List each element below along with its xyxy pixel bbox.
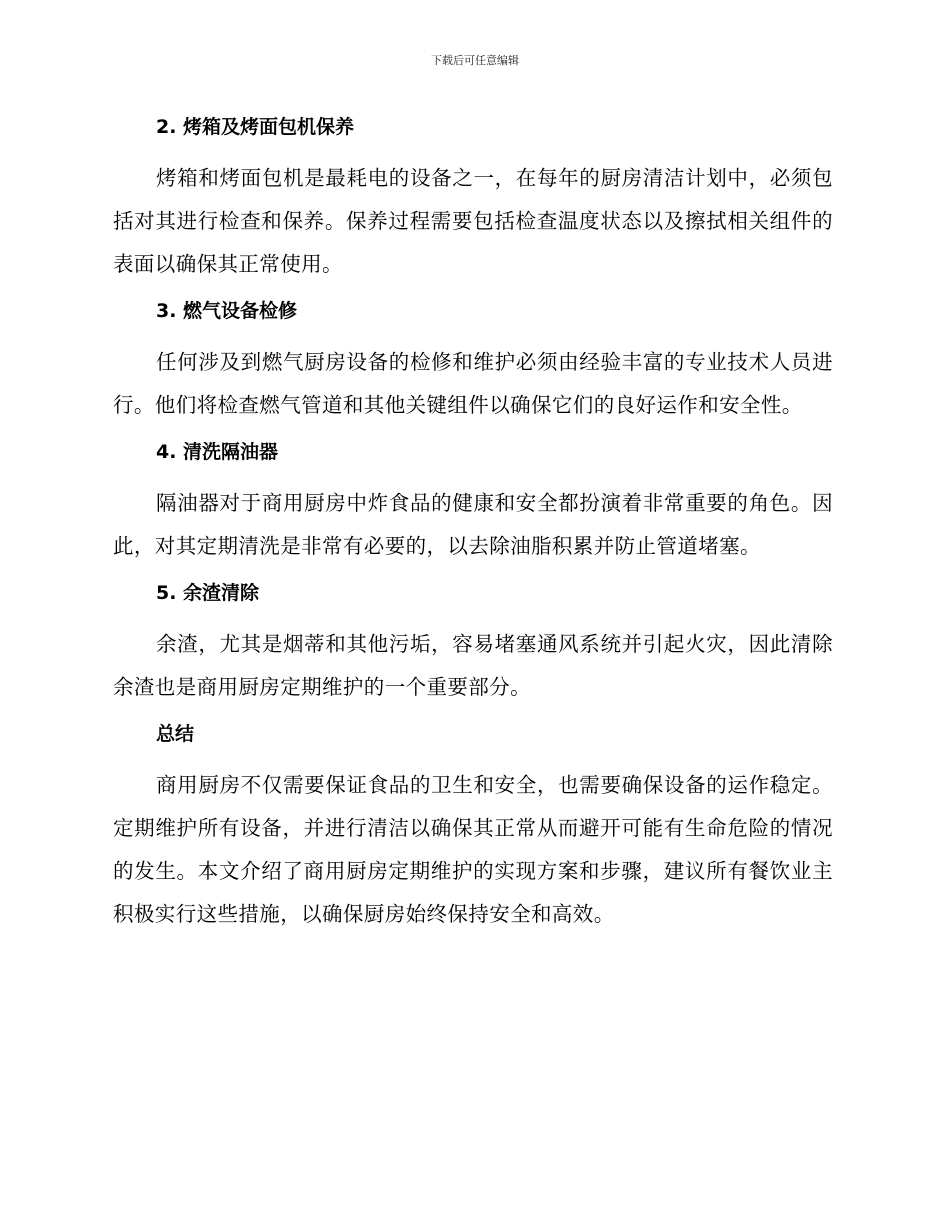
section-gas-equipment: [113, 296, 833, 427]
section-heading: 3. 燃气设备检修: [156, 300, 298, 322]
section-paragraph: 隔油器对于商用厨房中炸食品的健康和安全都扮演着非常重要的角色。因此，对其定期清洗是非常有必要的，以去除油脂积累并防止管道堵塞。: [113, 491, 833, 558]
section-heading: 5. 余渣清除: [156, 582, 260, 604]
section-heading: 4. 清洗隔油器: [156, 441, 279, 463]
section-oven-maintenance: [113, 112, 833, 286]
section-heading: 2. 烤箱及烤面包机保养: [156, 116, 355, 138]
document-body: [113, 112, 833, 946]
section-grease-trap: [113, 437, 833, 568]
section-heading: 总结: [156, 723, 195, 745]
section-residue-removal: [113, 578, 833, 709]
section-summary: [113, 719, 833, 936]
page-header: 下载后可任意编辑: [431, 54, 519, 67]
section-paragraph: 任何涉及到燃气厨房设备的检修和维护必须由经验丰富的专业技术人员进行。他们将检查燃气管道和其他关键组件以确保它们的良好运作和安全性。: [113, 350, 833, 417]
section-paragraph: 烤箱和烤面包机是最耗电的设备之一，在每年的厨房清洁计划中，必须包括对其进行检查和保养。保养过程需要包括检查温度状态以及擦拭相关组件的表面以确保其正常使用。: [113, 166, 833, 276]
section-paragraph: 余渣，尤其是烟蒂和其他污垢，容易堵塞通风系统并引起火灾，因此清除余渣也是商用厨房定期维护的一个重要部分。: [113, 632, 833, 699]
section-paragraph: 商用厨房不仅需要保证食品的卫生和安全，也需要确保设备的运作稳定。定期维护所有设备，并进行清洁以确保其正常从而避开可能有生命危险的情况的发生。本文介绍了商用厨房定期维护的实现方案和步骤，建议所有餐饮业主积极实行这些措施，以确保厨房始终保持安全和高效。: [113, 773, 833, 926]
